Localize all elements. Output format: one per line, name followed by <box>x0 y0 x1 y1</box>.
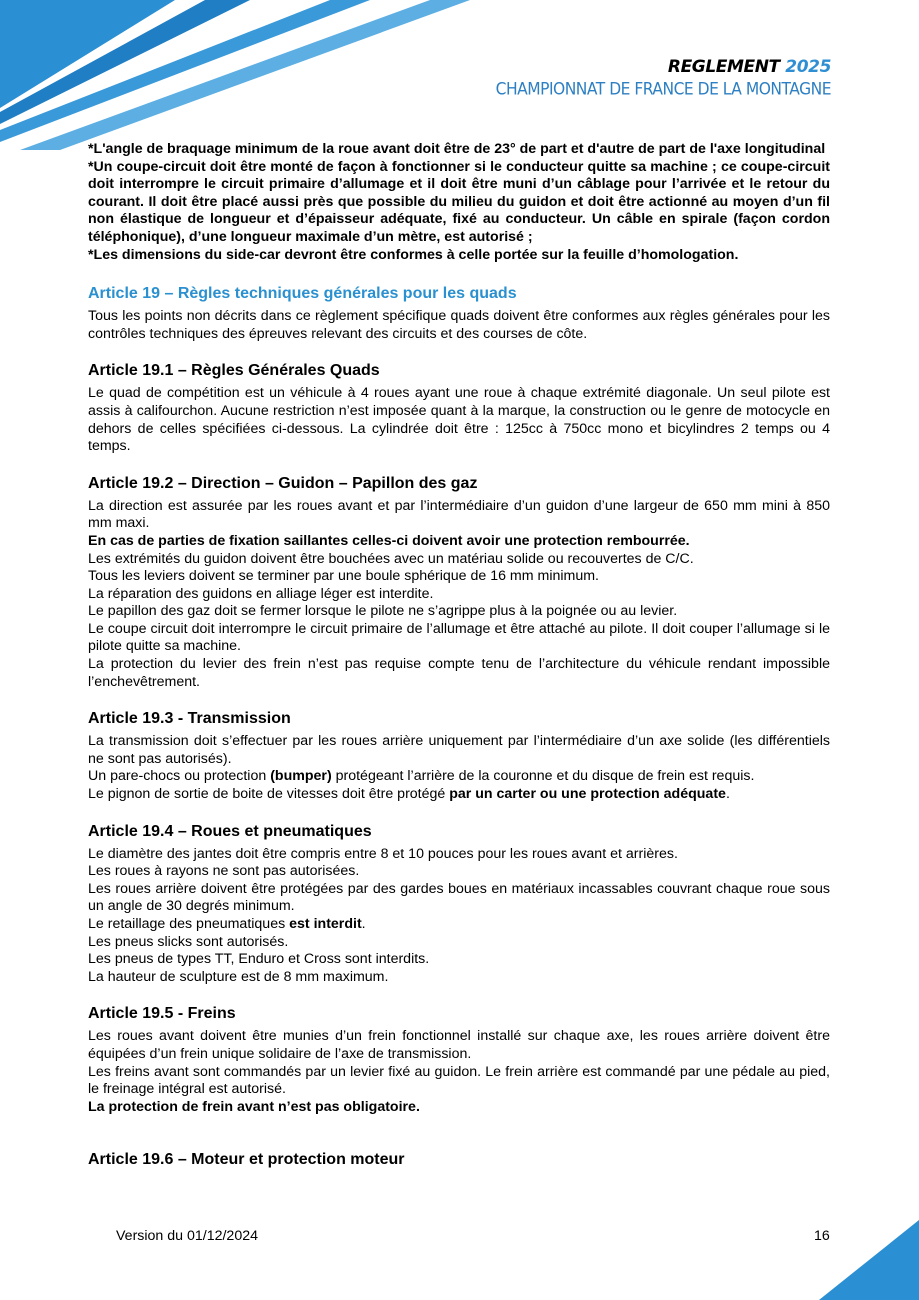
text-run: Le retaillage des pneumatiques <box>88 916 290 932</box>
article-19-1-heading: Article 19.1 – Règles Générales Quads <box>88 362 380 380</box>
article-19-4-paragraph-7: La hauteur de sculpture est de 8 mm maximum. <box>88 968 389 985</box>
document-body <box>88 141 830 1170</box>
text-run: protégeant l’arrière de la couronne et du disque de frein est requis. <box>331 768 755 785</box>
intro-paragraph-2: *Un coupe-circuit doit être monté de façon à fonctionner si le conducteur quitte sa machine ; ce coupe-circuit doit interrompre le circuit primaire d’allumage et il doit être muni d’un câblage pour l’arrivée et le retour du courant. Il doit être placé aussi près que possible du milieu du guidon et doit être actionné au moyen d’un fil non élastique de longueur et d’épaisseur adéquate, fixé au conducteur. Un câble en spirale (façon cordon téléphonique), d’une longueur maximale d’un mètre, est autorisé ; <box>88 158 830 245</box>
article-19-heading: Article 19 – Règles techniques générales pour les quads <box>88 285 517 303</box>
text-run-bold: est interdit <box>289 916 362 932</box>
article-19-2-heading: Article 19.2 – Direction – Guidon – Papillon des gaz <box>88 474 478 492</box>
article-19-4-paragraph-5: Les pneus slicks sont autorisés. <box>88 933 289 950</box>
footer-version: Version du 01/12/2024 <box>116 1228 258 1244</box>
article-19-4-paragraph-6: Les pneus de types TT, Enduro et Cross sont interdits. <box>88 951 430 968</box>
article-19-2-paragraph-3: Les extrémités du guidon doivent être bouchées avec un matériau solide ou recouvertes de C/C. <box>88 550 694 567</box>
article-19-4-paragraph-4 <box>88 916 830 934</box>
article-19-paragraph: Tous les points non décrits dans ce règlement spécifique quads doivent être conformes aux règles générales pour les contrôles techniques des épreuves relevant des circuits et des courses de côte. <box>88 308 830 342</box>
article-19-5-paragraph-1: Les roues avant doivent être munies d’un frein fonctionnel installé sur chaque axe, les roues arrière doivent être équipées d’un frein unique solidaire de l’axe de transmission. <box>88 1028 830 1062</box>
header-title-year: 2025 <box>785 57 831 77</box>
header-subtitle: CHAMPIONNAT DE FRANCE DE LA MONTAGNE <box>495 79 831 99</box>
corner-triangle-decoration <box>819 1220 919 1300</box>
header-title <box>496 56 831 78</box>
article-19-2-paragraph-1: La direction est assurée par les roues avant et par l’intermédiaire d’un guidon d’une largeur de 650 mm mini à 850 mm maxi. <box>88 497 830 532</box>
article-19-3-paragraph-3 <box>88 786 830 804</box>
article-19-3-paragraph-2 <box>88 768 830 786</box>
article-19-4-paragraph-1: Le diamètre des jantes doit être compris entre 8 et 10 pouces pour les roues avant et arrières. <box>88 845 678 862</box>
text-run: . <box>725 786 730 803</box>
text-run-bold: (bumper) <box>270 768 332 785</box>
article-19-3-heading: Article 19.3 - Transmission <box>88 710 291 728</box>
article-19-4-paragraph-3: Les roues arrière doivent être protégées par des gardes boues en matériaux incassables couvrant chaque roue sous un angle de 30 degrés minimum. <box>88 880 830 915</box>
article-19-3-paragraph-1: La transmission doit s’effectuer par les roues arrière uniquement par l’intermédiaire d’un axe solide (les différentiels ne sont pas autorisés). <box>88 733 830 767</box>
text-run: . <box>361 916 366 932</box>
intro-paragraph-3: *Les dimensions du side-car devront être conformes à celle portée sur la feuille d’homologation. <box>88 246 739 263</box>
text-run-bold: par un carter ou une protection adéquate <box>449 786 726 803</box>
article-19-6-heading: Article 19.6 – Moteur et protection moteur <box>88 1151 405 1169</box>
corner-stripes-decoration <box>0 0 480 150</box>
article-19-4-paragraph-2: Les roues à rayons ne sont pas autorisées. <box>88 863 360 880</box>
article-19-5-heading: Article 19.5 - Freins <box>88 1005 236 1023</box>
article-19-2-paragraph-6: Le papillon des gaz doit se fermer lorsque le pilote ne s’agrippe plus à la poignée ou au levier. <box>88 603 678 620</box>
document-header <box>496 56 831 99</box>
article-19-5-paragraph-3: La protection de frein avant n’est pas obligatoire. <box>88 1098 420 1115</box>
article-19-4-heading: Article 19.4 – Roues et pneumatiques <box>88 822 372 840</box>
text-run: Le pignon de sortie de boite de vitesses doit être protégé <box>88 786 450 803</box>
article-19-2-paragraph-2: En cas de parties de fixation saillantes celles-ci doivent avoir une protection rembourrée. <box>88 532 690 549</box>
article-19-2-paragraph-8: La protection du levier des frein n’est pas requise compte tenu de l’architecture du véhicule rendant impossible l’enchevêtrement. <box>88 656 830 690</box>
article-19-1-paragraph: Le quad de compétition est un véhicule à 4 roues ayant une roue à chaque extrémité diagonale. Un seul pilote est assis à califourchon. Aucune restriction n’est imposée quant à la marque, la construction ou le genre de motocycle en dehors de celles spécifiées ci-dessous. La cylindrée doit être : 125cc à 750cc mono et bicylindres 2 temps ou 4 temps. <box>88 385 830 455</box>
article-19-5-paragraph-2: Les freins avant sont commandés par un levier fixé au guidon. Le frein arrière est commandé par une pédale au pied, le freinage intégral est autorisé. <box>88 1063 830 1098</box>
header-title-word: REGLEMENT <box>667 57 780 77</box>
text-run: Un pare-chocs ou protection <box>88 768 271 785</box>
intro-paragraph-1: *L'angle de braquage minimum de la roue avant doit être de 23° de part et d'autre de part de l'axe longitudinal <box>88 141 826 157</box>
footer-page-number: 16 <box>814 1228 830 1244</box>
article-19-2-paragraph-5: La réparation des guidons en alliage léger est interdite. <box>88 585 434 602</box>
article-19-2-paragraph-4: Tous les leviers doivent se terminer par une boule sphérique de 16 mm minimum. <box>88 568 599 585</box>
article-19-2-paragraph-7: Le coupe circuit doit interrompre le circuit primaire de l’allumage et être attaché au pilote. Il doit couper l’allumage si le pilote quitte sa machine. <box>88 620 830 655</box>
